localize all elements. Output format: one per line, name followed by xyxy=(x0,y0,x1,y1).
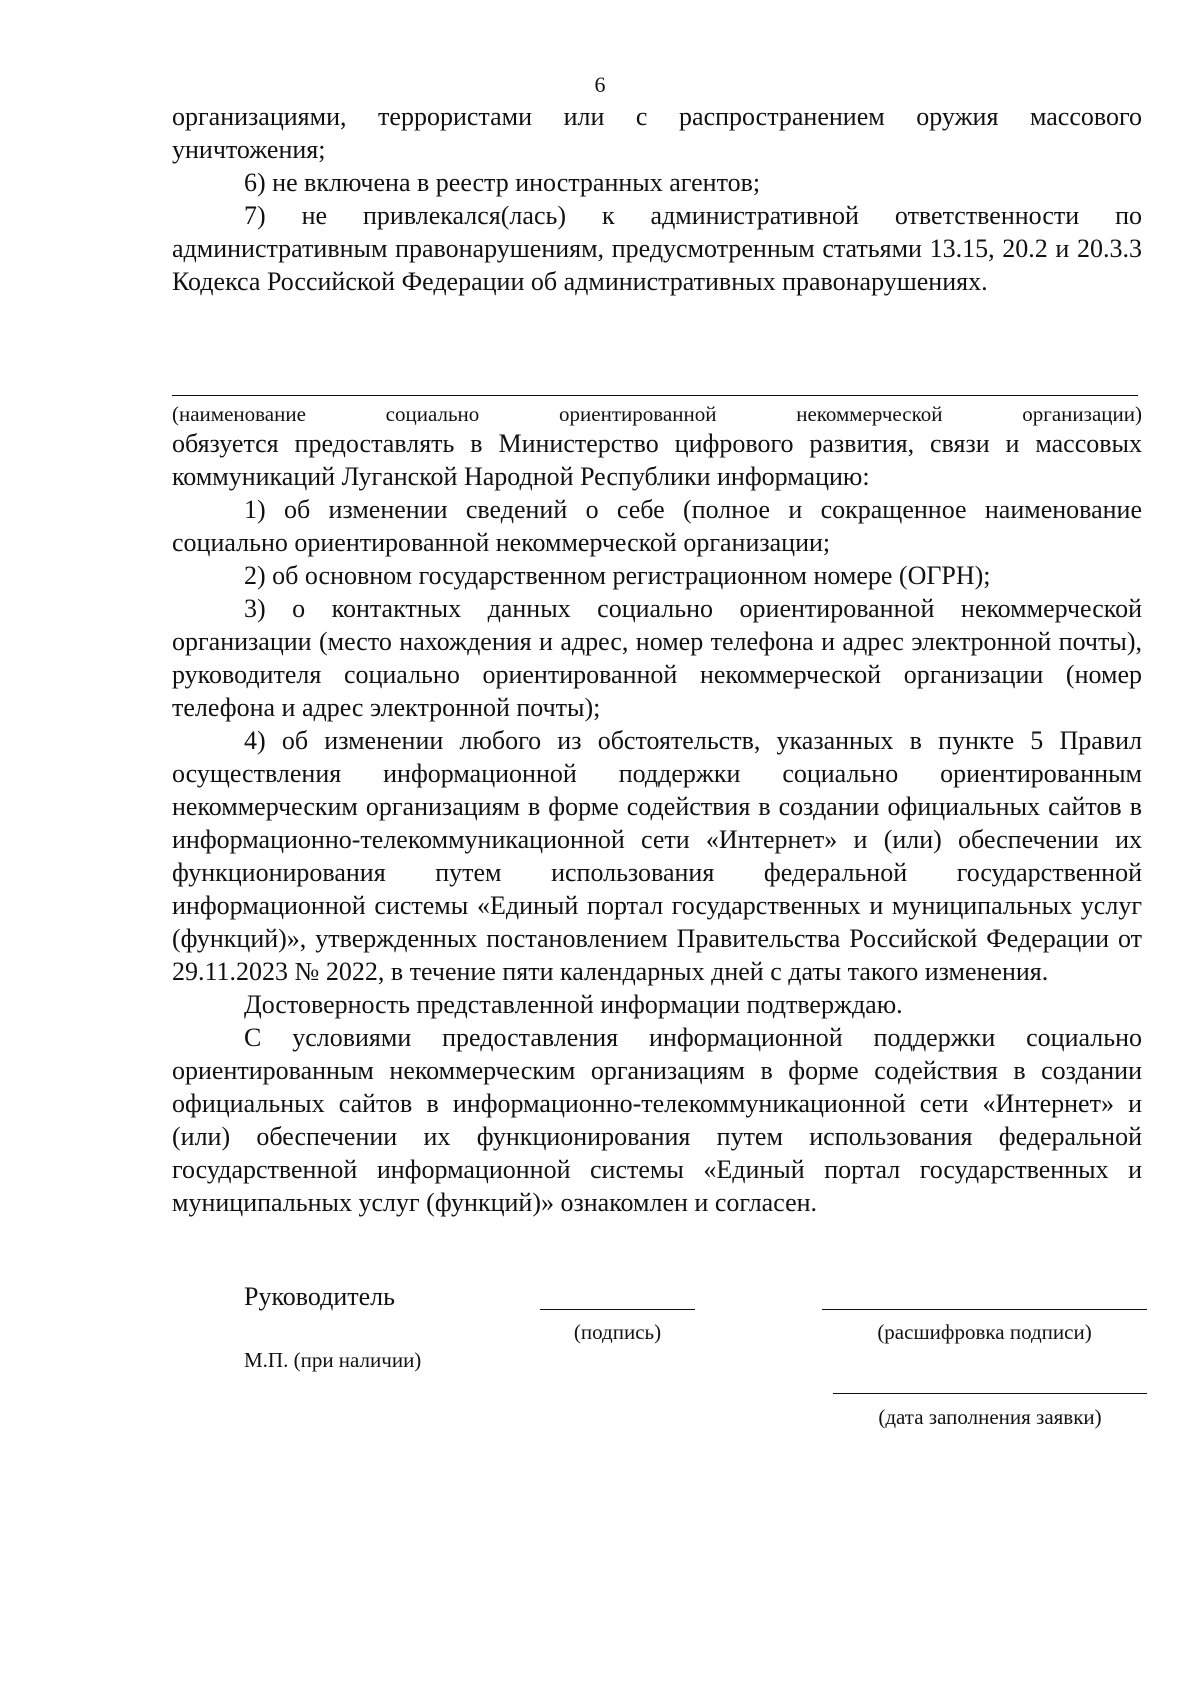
org-name-caption-word: (наименование xyxy=(172,402,306,426)
paragraph-obligation: обязуется предоставлять в Министерство цифрового развития, связи и массовых коммуникаций Луганской Народной Республики информацию: xyxy=(172,429,1142,491)
org-name-caption-word: социально xyxy=(385,402,480,426)
paragraph-continuation: организациями, террористами или с распространением оружия массового уничтожения; xyxy=(172,102,1142,164)
signature-caption: (подпись) xyxy=(573,1320,662,1344)
org-name-caption-word: некоммерческой xyxy=(796,402,943,426)
paragraph-info-1: 1) об изменении сведений о себе (полное и сокращенное наименование социально ориентированной некоммерческой организации; xyxy=(172,495,1142,557)
paragraph-info-3: 3) о контактных данных социально ориентированной некоммерческой организации (место нахождения и адрес, номер телефона и адрес электронной почты), руководителя социально ориентированной некоммерческой организации (номер телефона и адрес электронной почты); xyxy=(172,594,1142,722)
signature-line xyxy=(540,1309,695,1310)
paragraph-confirmation: Достоверность представленной информации подтверждаю. xyxy=(244,990,903,1019)
paragraph-agreement: С условиями предоставления информационной поддержки социально ориентированным некоммерческим организациям в форме содействия в создании официальных сайтов в информационно-телекоммуникационной сети «Интернет» и (или) обеспечении их функционирования путем использования федеральной государственной информационной системы «Единый портал государственных и муниципальных услуг (функций)» ознакомлен и согласен. xyxy=(172,1023,1142,1217)
org-name-line xyxy=(172,395,1138,396)
org-name-caption-word: ориентированной xyxy=(559,402,717,426)
paragraph-item-7: 7) не привлекался(лась) к административной ответственности по административным правонарушениям, предусмотренным статьями 13.15, 20.2 и 20.3.3 Кодекса Российской Федерации об административных правонарушениях. xyxy=(172,201,1142,296)
paragraph-info-2: 2) об основном государственном регистрационном номере (ОГРН); xyxy=(244,561,991,590)
date-line xyxy=(833,1393,1147,1394)
paragraph-info-4: 4) об изменении любого из обстоятельств, указанных в пункте 5 Правил осуществления информационной поддержки социально ориентированным некоммерческим организациям в форме содействия в создании официальных сайтов в информационно-телекоммуникационной сети «Интернет» и (или) обеспечении их функционирования путем использования федеральной государственной информационной системы «Единый портал государственных и муниципальных услуг (функций)», утвержденных постановлением Правительства Российской Федерации от 29.11.2023 № 2022, в течение пяти календарных дней с даты такого изменения. xyxy=(172,726,1142,986)
paragraph-item-6: 6) не включена в реестр иностранных агентов; xyxy=(244,168,761,197)
org-name-caption-word: организации) xyxy=(1022,402,1142,426)
date-caption: (дата заполнения заявки) xyxy=(878,1405,1102,1429)
org-name-caption xyxy=(172,400,1142,428)
top-text-block xyxy=(172,100,1142,298)
signature-decoding-line xyxy=(822,1309,1147,1310)
signature-decoding-caption: (расшифровка подписи) xyxy=(877,1320,1092,1344)
head-label: Руководитель xyxy=(244,1282,395,1311)
stamp-label: М.П. (при наличии) xyxy=(244,1348,422,1372)
page-number: 6 xyxy=(594,72,606,97)
main-text-block xyxy=(172,427,1142,1219)
